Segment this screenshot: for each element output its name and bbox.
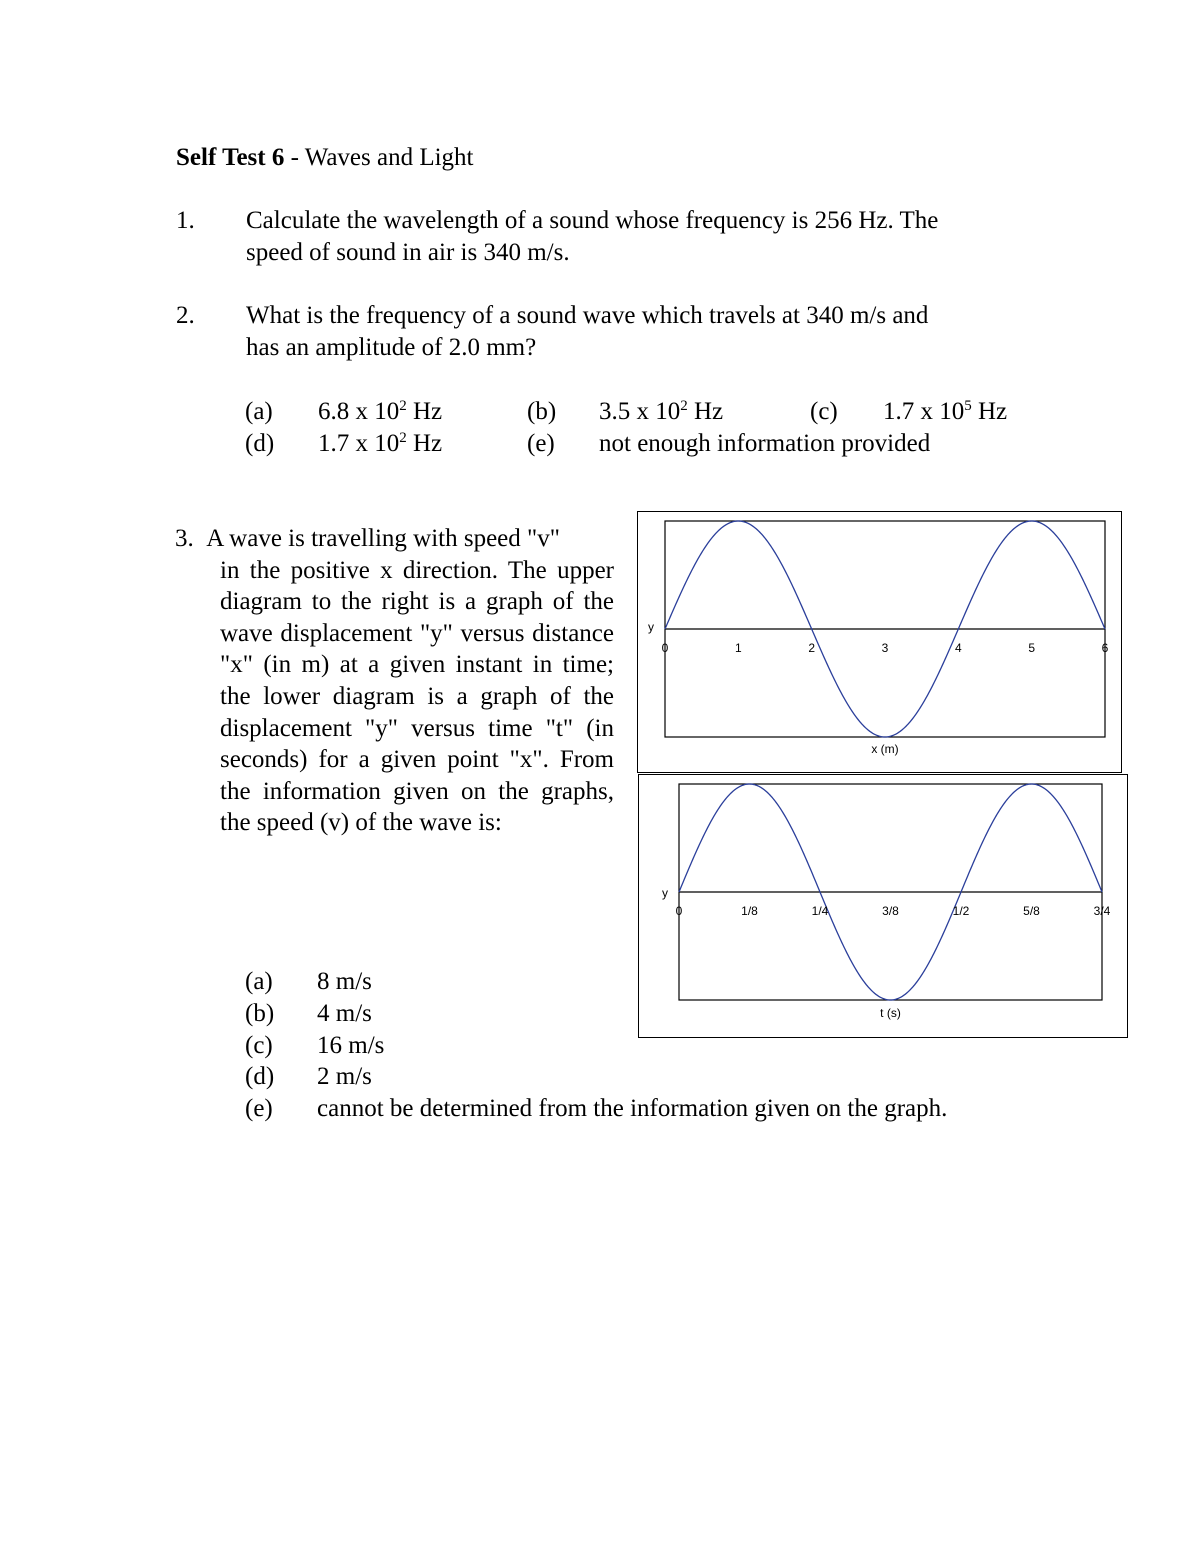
q3-option-d-label: (d) [245, 1063, 275, 1090]
x-tick-label: 5 [1028, 641, 1036, 655]
q3-option-c-text: 16 m/s [317, 1032, 385, 1059]
x-tick-label: 3/8 [882, 904, 899, 918]
q2-option-c-label: (c) [810, 398, 838, 425]
page-title [176, 142, 474, 174]
x-tick-label: 1 [734, 641, 742, 655]
q2-option-e-text: not enough information provided [599, 430, 931, 457]
x-tick-label: 3/4 [1093, 904, 1111, 918]
q2-option-c-text: 1.7 x $10^5$ Hz [883, 398, 1008, 425]
q2-option-b-label: (b) [527, 398, 557, 425]
q3-paragraph [175, 523, 614, 839]
q3-option-c-label: (c) [245, 1032, 273, 1059]
q2-option-a-label: (a) [245, 398, 273, 425]
y-axis-label: y [662, 886, 668, 900]
x-tick-label: 3 [881, 641, 889, 655]
x-axis-label: x (m) [871, 742, 899, 756]
wave-displacement-chart-frame [637, 511, 1122, 773]
q3-first-line-text: A wave is travelling with speed "v" [206, 525, 560, 552]
q3-first-line [175, 523, 614, 555]
q3-option-e-text: cannot be determined from the information given on the graph. [317, 1095, 948, 1122]
q2-option-a-text: 6.8 x $10^2$ Hz [318, 398, 443, 425]
q3-body: in the positive x direction. The upper diagram to the right is a graph of the wave displacement "y" versus distance "x" (in m) at a given instant in time; the lower diagram is a graph of the displacement "y" versus time "t" (in seconds) for a given point "x". From the information given on the graphs, the speed (v) of the wave is: [220, 556, 614, 837]
wave-time-chart-frame [638, 774, 1128, 1038]
x-axis-label: t (s) [880, 1006, 901, 1020]
q3-option-a-text: 8 m/s [317, 968, 372, 995]
wave-displacement-chart [637, 511, 1122, 773]
q3-option-d-text: 2 m/s [317, 1063, 372, 1090]
q2-option-b-text: 3.5 x $10^2$ Hz [599, 398, 724, 425]
x-tick-label: 6 [1101, 641, 1109, 655]
x-tick-label: 1/4 [811, 904, 829, 918]
x-tick-label: 1/8 [741, 904, 758, 918]
q3-option-b-label: (b) [245, 1000, 275, 1027]
q3-option-b-text: 4 m/s [317, 1000, 372, 1027]
x-tick-label: 5/8 [1023, 904, 1040, 918]
wave-time-chart [638, 774, 1128, 1038]
x-tick-label: 4 [954, 641, 962, 655]
q1-number: 1. [176, 207, 195, 234]
q2-option-d-text: 1.7 x $10^2$ Hz [318, 430, 443, 457]
q2-option-d-label: (d) [245, 430, 275, 457]
x-tick-label: 0 [675, 904, 683, 918]
q2-line1: What is the frequency of a sound wave which travels at 340 m/s and [246, 302, 929, 329]
q1-line2: speed of sound in air is 340 m/s. [246, 239, 570, 266]
title-bold: Self Test 6 [176, 144, 285, 171]
q3-option-a-label: (a) [245, 968, 273, 995]
q2-line2: has an amplitude of 2.0 mm? [246, 334, 537, 361]
q2-number: 2. [176, 302, 195, 329]
x-tick-label: 0 [661, 641, 669, 655]
y-axis-label: y [648, 620, 654, 634]
title-rest: - Waves and Light [284, 144, 474, 171]
q2-option-e-label: (e) [527, 430, 555, 457]
q3-option-e-label: (e) [245, 1095, 273, 1122]
q3-number: 3. [175, 525, 194, 552]
x-tick-label: 1/2 [952, 904, 970, 918]
q1-line1: Calculate the wavelength of a sound whose frequency is 256 Hz. The [246, 207, 939, 234]
x-tick-label: 2 [808, 641, 816, 655]
